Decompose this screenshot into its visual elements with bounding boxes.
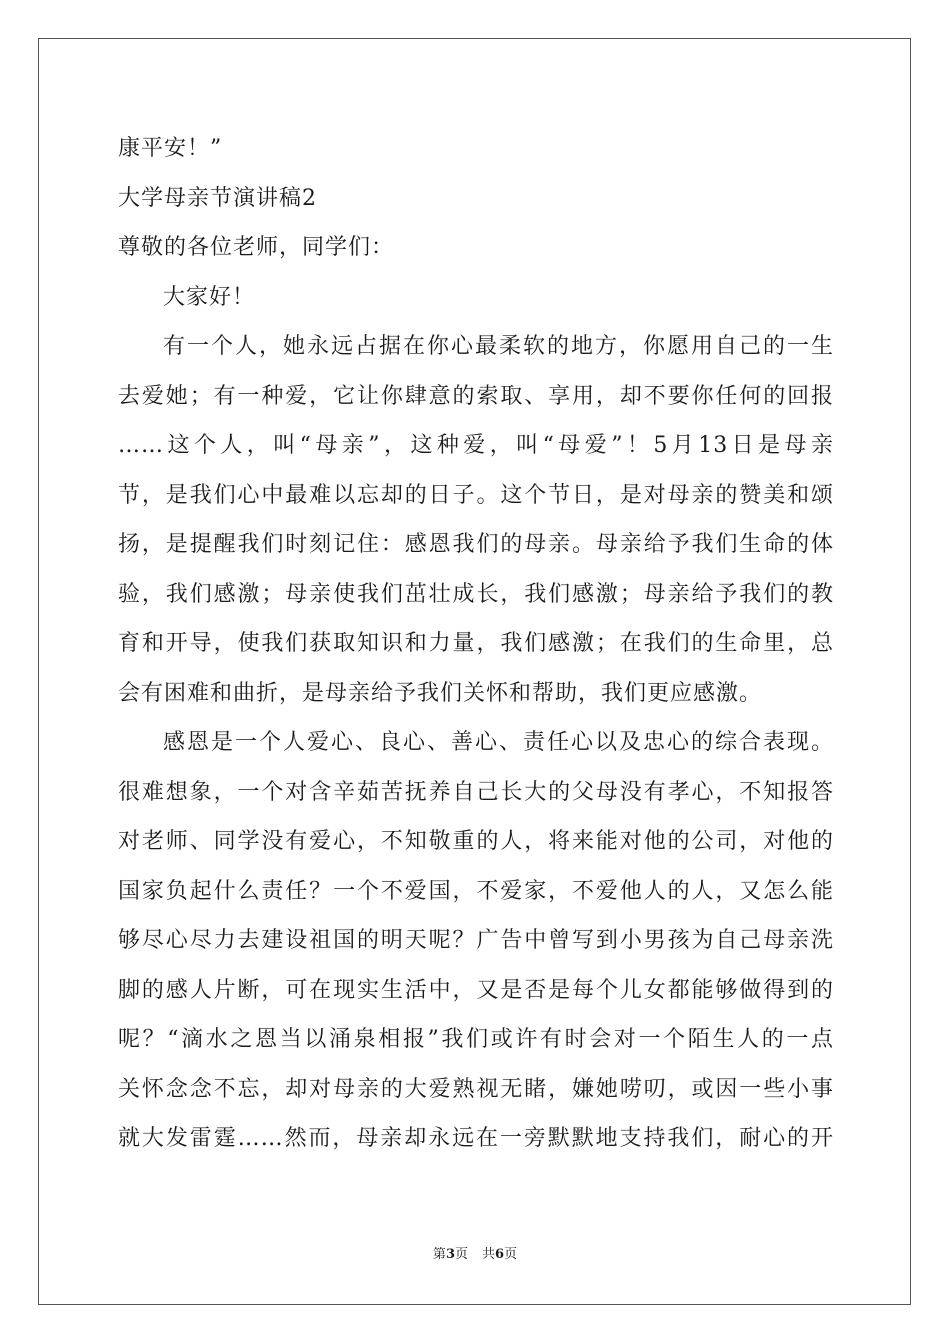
text-line: 够尽心尽力去建设祖国的明天呢？广告中曾写到小男孩为自己母亲洗 (118, 928, 834, 953)
page-footer (0, 1247, 950, 1263)
text-line: 会有困难和曲折，是母亲给予我们关怀和帮助，我们更应感激。 (118, 680, 763, 706)
page-suffix: 页 (454, 1247, 468, 1262)
page-current: 3 (445, 1247, 455, 1262)
document-body (118, 124, 834, 1164)
text-line: 呢？“滴水之恩当以涌泉相报”我们或许有时会对一个陌生人的一点 (118, 1027, 834, 1052)
text-line: 扬，是提醒我们时刻记住：感恩我们的母亲。母亲给予我们生命的体 (118, 532, 834, 557)
text-line: 对老师、同学没有爱心，不知敬重的人，将来能对他的公司，对他的 (118, 829, 834, 854)
text-line: 育和开导，使我们获取知识和力量，我们感激；在我们的生命里，总 (118, 631, 834, 656)
text-line: 就大发雷霆……然而，母亲却永远在一旁默默地支持我们，耐心的开 (118, 1126, 834, 1151)
text-line: 关怀念念不忘，却对母亲的大爱熟视无睹，嫌她唠叨，或因一些小事 (118, 1076, 834, 1102)
text-line: 很难想象，一个对含辛茹苦抚养自己长大的父母没有孝心，不知报答 (118, 779, 834, 805)
page-total: 6 (495, 1247, 505, 1262)
page-prefix: 第 (432, 1247, 446, 1262)
text-line: 节，是我们心中最难以忘却的日子。这个节日，是对母亲的赞美和颂 (118, 482, 834, 508)
text-line: ……这个人，叫“母亲”，这种爱，叫“母爱”！5月13日是母亲 (118, 433, 834, 458)
text-line: 尊敬的各位老师，同学们： (118, 235, 395, 260)
text-line: 脚的感人片断，可在现实生活中，又是否是每个儿女都能够做得到的 (118, 977, 834, 1003)
total-suffix: 页 (504, 1247, 518, 1262)
text-line: 有一个人，她永远占据在你心最柔软的地方，你愿用自己的一生 (163, 334, 834, 359)
text-line: 大学母亲节演讲稿2 (118, 185, 317, 211)
text-line: 去爱她；有一种爱，它让你肆意的索取、享用，却不要你任何的回报 (118, 383, 834, 409)
text-line: 感恩是一个人爱心、良心、善心、责任心以及忠心的综合表现。 (163, 730, 834, 755)
text-line: 康平安！” (118, 136, 223, 161)
text-line: 大家好！ (163, 284, 256, 310)
text-line: 验，我们感激；母亲使我们茁壮成长，我们感激；母亲给予我们的教 (118, 581, 834, 607)
total-prefix: 共 (482, 1247, 496, 1262)
text-line: 国家负起什么责任？一个不爱国，不爱家，不爱他人的人，又怎么能 (118, 878, 834, 904)
